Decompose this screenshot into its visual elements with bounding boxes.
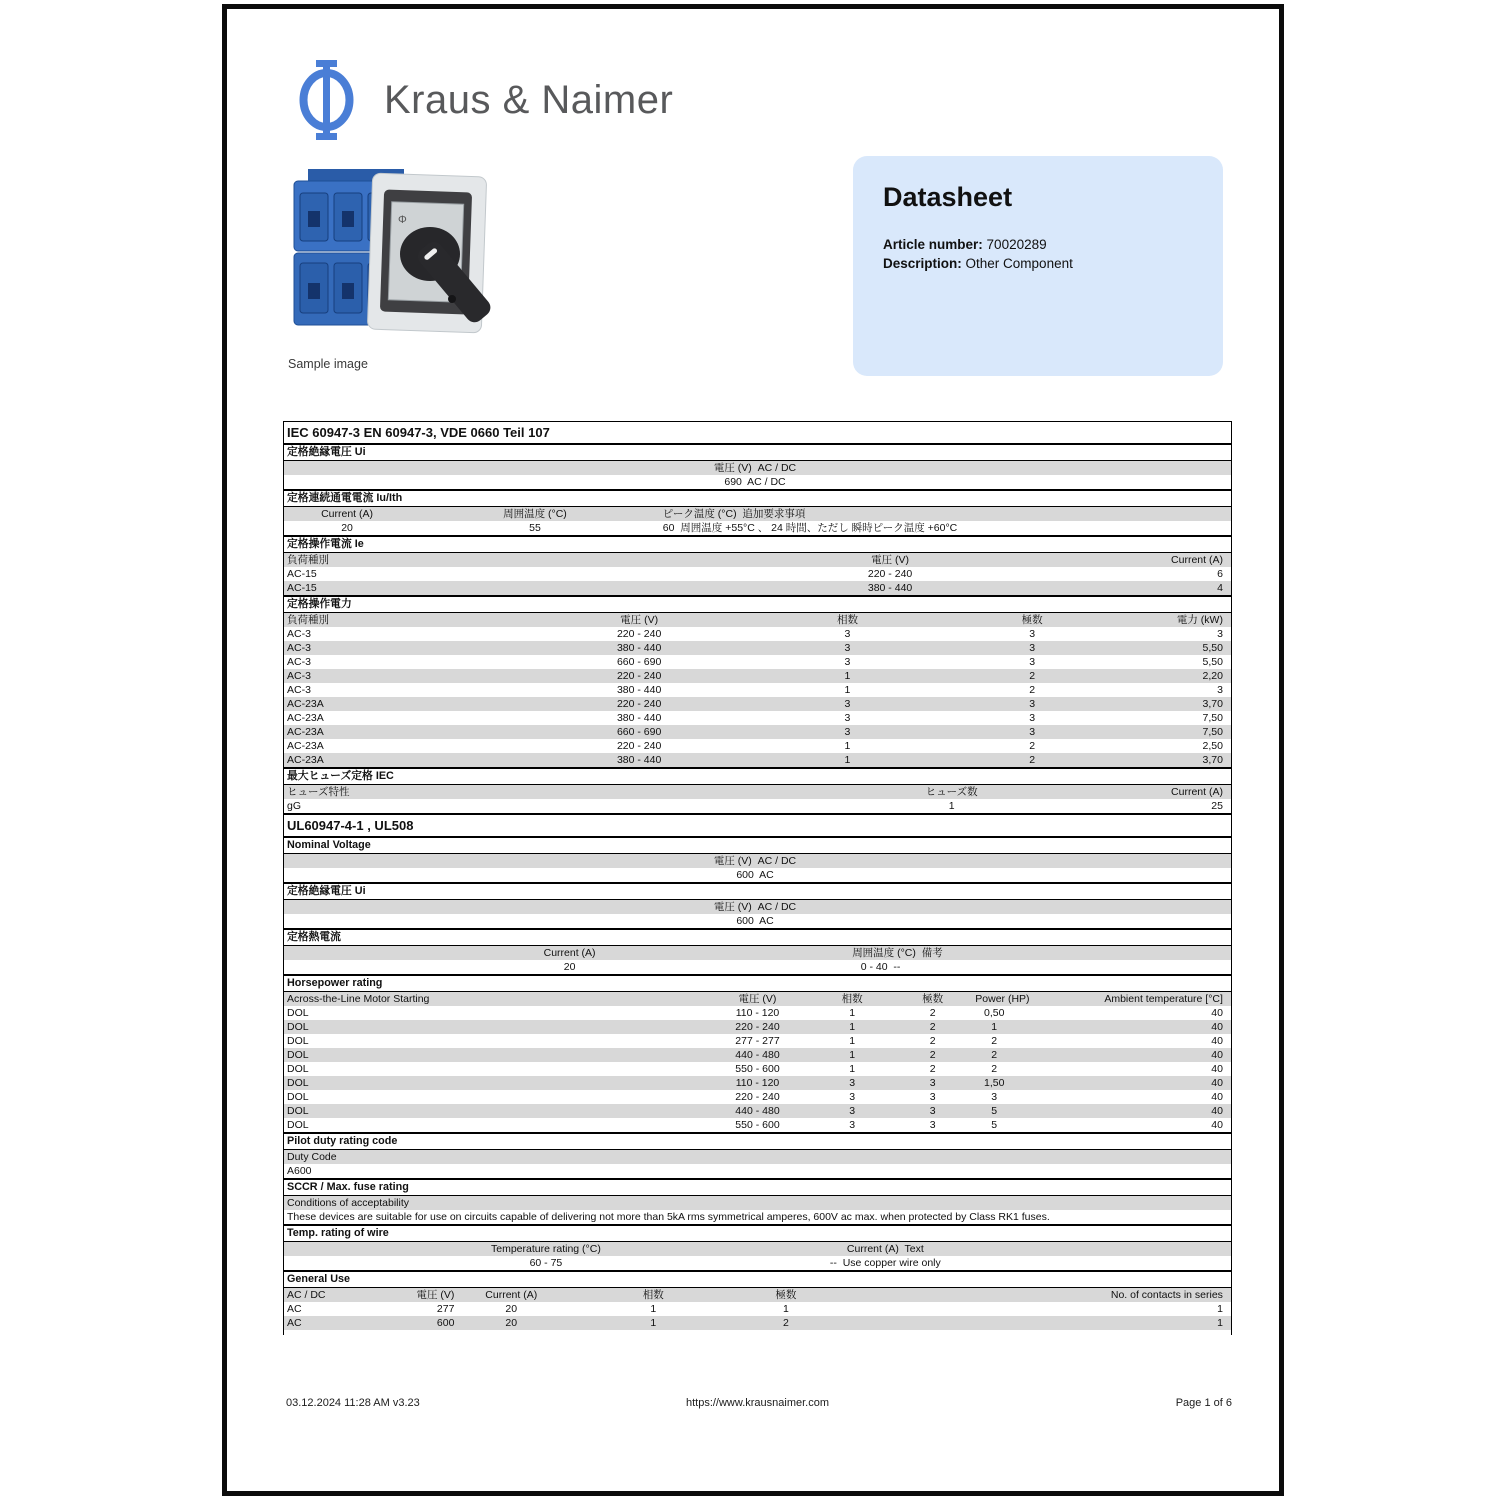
table-data-row: [284, 641, 1231, 655]
table-cell: 1: [844, 739, 851, 752]
table-cell: Current (A): [1171, 553, 1223, 566]
table-data-row: [284, 1256, 1231, 1270]
table-column-header-row: [284, 992, 1231, 1006]
table-cell: 2: [929, 1020, 936, 1033]
table-section-header-row: [284, 443, 1231, 461]
table-column-header-row: [284, 613, 1231, 627]
table-column-header-row: [284, 1288, 1231, 1302]
table-cell: DOL: [287, 1006, 309, 1019]
table-cell: 1: [849, 1034, 856, 1047]
table-cell: 3: [849, 1104, 856, 1117]
table-cell: 電圧 (V): [620, 613, 659, 626]
table-cell: Current (A): [1171, 785, 1223, 798]
table-cell: 相数: [836, 613, 858, 626]
table-cell: DOL: [287, 1076, 309, 1089]
table-cell: 3: [849, 1090, 856, 1103]
article-number-value: 70020289: [986, 237, 1047, 252]
footer-url: https://www.krausnaimer.com: [685, 1397, 830, 1409]
table-cell: 660 - 690: [616, 725, 662, 738]
table-section-header-row: [284, 595, 1231, 613]
table-cell: 極数: [922, 992, 944, 1005]
table-cell: AC-3: [287, 683, 311, 696]
table-cell: AC-23A: [287, 753, 324, 766]
table-cell: 220 - 240: [735, 1090, 780, 1103]
table-data-row: [284, 1118, 1231, 1132]
table-cell: 3: [849, 1118, 856, 1131]
table-cell: AC-3: [287, 669, 311, 682]
table-data-row: [284, 914, 1231, 928]
table-cell: Conditions of acceptability: [287, 1196, 409, 1209]
table-cell: AC / DC: [287, 1288, 326, 1301]
table-column-header-row: [284, 900, 1231, 914]
table-cell: 極数: [1021, 613, 1043, 626]
table-cell: 1: [782, 1302, 789, 1315]
table-cell: 1: [650, 1302, 657, 1315]
table-cell: 40: [1211, 1104, 1223, 1117]
table-data-row: [284, 1104, 1231, 1118]
table-cell: 5: [991, 1118, 998, 1131]
table-data-row: [284, 567, 1231, 581]
table-cell: Current (A) Text: [846, 1242, 924, 1255]
table-cell: Temp. rating of wire: [287, 1227, 389, 1239]
product-image: [278, 159, 493, 354]
table-cell: 40: [1211, 1090, 1223, 1103]
table-cell: 3: [1029, 627, 1036, 640]
table-cell: 380 - 440: [616, 641, 662, 654]
table-cell: 2,20: [1202, 669, 1223, 682]
datasheet-title: Datasheet: [883, 182, 1013, 212]
table-cell: 5,50: [1202, 655, 1223, 668]
table-cell: A600: [287, 1164, 312, 1177]
table-cell: 3: [1029, 697, 1036, 710]
table-data-row: [284, 1210, 1231, 1224]
table-data-row: [284, 725, 1231, 739]
table-data-row: [284, 1048, 1231, 1062]
table-cell: 2: [1029, 739, 1036, 752]
table-data-row: [284, 627, 1231, 641]
table-cell: AC-15: [287, 581, 317, 594]
table-cell: 負荷種別: [287, 553, 329, 566]
table-cell: 690 AC / DC: [724, 475, 786, 488]
table-data-row: [284, 960, 1231, 974]
table-cell: 40: [1211, 1076, 1223, 1089]
table-cell: 1: [991, 1020, 998, 1033]
table-cell: Horsepower rating: [287, 977, 383, 989]
table-cell: AC-3: [287, 627, 311, 640]
svg-text:Φ: Φ: [398, 214, 407, 226]
table-cell: 3: [929, 1076, 936, 1089]
table-data-row: [284, 739, 1231, 753]
table-cell: DOL: [287, 1034, 309, 1047]
table-cell: 1: [844, 669, 851, 682]
table-data-row: [284, 1164, 1231, 1178]
table-cell: 2: [991, 1048, 998, 1061]
table-cell: 220 - 240: [735, 1020, 780, 1033]
table-data-row: [284, 868, 1231, 882]
table-cell: 電圧 (V): [738, 992, 777, 1005]
description-line: [883, 254, 1193, 273]
table-cell: 1: [849, 1062, 856, 1075]
table-cell: 3: [844, 711, 851, 724]
table-cell: 40: [1211, 1048, 1223, 1061]
table-data-row: [284, 475, 1231, 489]
table-cell: Current (A): [485, 1288, 538, 1301]
table-column-header-row: [284, 1196, 1231, 1210]
table-cell: 2: [929, 1062, 936, 1075]
table-cell: 60 - 75: [529, 1256, 563, 1269]
table-cell: 20: [505, 1316, 518, 1329]
table-cell: 110 - 120: [735, 1076, 780, 1089]
brand-name: Kraus & Naimer: [384, 78, 674, 122]
table-cell: 3: [844, 627, 851, 640]
table-column-header-row: [284, 553, 1231, 567]
table-cell: -- Use copper wire only: [829, 1256, 941, 1269]
table-cell: DOL: [287, 1020, 309, 1033]
table-cell: Current (A): [543, 946, 596, 959]
table-cell: 2: [991, 1062, 998, 1075]
table-cell: AC: [287, 1302, 302, 1315]
description-value: Other Component: [965, 256, 1073, 271]
table-cell: AC: [287, 1316, 302, 1329]
table-section-header-row: [284, 767, 1231, 785]
table-cell: 600: [436, 1316, 455, 1329]
table-data-row: [284, 1020, 1231, 1034]
table-cell: 0,50: [983, 1006, 1005, 1019]
table-cell: 220 - 240: [616, 697, 662, 710]
table-cell: 定格絶縁電圧 Ui: [287, 446, 366, 458]
table-cell: DOL: [287, 1090, 309, 1103]
table-cell: 2: [929, 1006, 936, 1019]
table-data-row: [284, 1062, 1231, 1076]
table-cell: 7,50: [1202, 711, 1223, 724]
article-number-line: [883, 235, 1193, 254]
table-cell: 3: [844, 725, 851, 738]
table-cell: 1: [1217, 1316, 1223, 1329]
table-cell: 0 - 40 --: [860, 960, 901, 973]
table-cell: 440 - 480: [735, 1048, 780, 1061]
table-cell: 40: [1211, 1118, 1223, 1131]
table-data-row: [284, 1076, 1231, 1090]
table-cell: Nominal Voltage: [287, 839, 371, 851]
table-cell: 電圧 (V): [871, 553, 910, 566]
table-cell: 3: [929, 1118, 936, 1131]
table-column-header-row: [284, 854, 1231, 868]
table-cell: 380 - 440: [616, 753, 662, 766]
table-cell: SCCR / Max. fuse rating: [287, 1181, 409, 1193]
table-cell: AC-23A: [287, 697, 324, 710]
table-cell: 1: [844, 753, 851, 766]
table-cell: 2: [929, 1034, 936, 1047]
table-data-row: [284, 1316, 1231, 1330]
table-cell: DOL: [287, 1118, 309, 1131]
table-cell: 1: [844, 683, 851, 696]
table-cell: 1: [849, 1020, 856, 1033]
table-cell: 1: [948, 799, 955, 812]
table-cell: 負荷種別: [287, 613, 329, 626]
table-cell: AC-3: [287, 641, 311, 654]
table-column-header-row: [284, 1242, 1231, 1256]
table-section-header-row: [284, 1224, 1231, 1242]
table-cell: These devices are suitable for use on circuits capable of delivering not more than 5kA rms symmetrical amperes, 600V ac max. when protected by Class RK1 fuses.: [287, 1210, 1050, 1223]
table-cell: 3,70: [1202, 697, 1223, 710]
footer-page-number: Page 1 of 6: [1175, 1397, 1232, 1409]
table-cell: gG: [287, 799, 302, 812]
table-cell: 600 AC: [736, 914, 774, 927]
datasheet-page: [222, 4, 1284, 1496]
table-cell: 3: [991, 1090, 998, 1103]
table-cell: ヒューズ特性: [287, 785, 350, 798]
table-cell: 20: [563, 960, 576, 973]
table-cell: 3: [1217, 627, 1223, 640]
table-cell: DOL: [287, 1104, 309, 1117]
table-data-row: [284, 799, 1231, 813]
sample-image-caption: Sample image: [288, 357, 368, 371]
table-data-row: [284, 1302, 1231, 1316]
table-cell: AC-23A: [287, 739, 324, 752]
table-data-row: [284, 581, 1231, 595]
table-cell: 3: [929, 1090, 936, 1103]
table-cell: 1: [849, 1048, 856, 1061]
table-cell: Duty Code: [287, 1150, 337, 1163]
table-column-header-row: [284, 785, 1231, 799]
table-cell: 6: [1217, 567, 1223, 580]
table-cell: 55: [529, 521, 541, 534]
table-cell: 550 - 600: [735, 1062, 780, 1075]
table-cell: ヒューズ数: [925, 785, 978, 798]
table-cell: 5,50: [1202, 641, 1223, 654]
table-cell: 1: [650, 1316, 657, 1329]
table-cell: No. of contacts in series: [1110, 1288, 1223, 1301]
datasheet-infobox: [853, 156, 1223, 376]
table-cell: 277: [436, 1302, 455, 1315]
table-cell: 4: [1217, 581, 1223, 594]
table-cell: 110 - 120: [735, 1006, 780, 1019]
table-cell: 相数: [841, 992, 863, 1005]
table-data-row: [284, 753, 1231, 767]
table-cell: 定格操作電力: [287, 598, 352, 610]
table-section-header-row: [284, 1178, 1231, 1196]
table-data-row: [284, 669, 1231, 683]
table-cell: 電圧 (V): [416, 1288, 455, 1301]
table-data-row: [284, 1006, 1231, 1020]
table-cell: 周囲温度 (°C): [503, 507, 567, 520]
table-cell: 40: [1211, 1034, 1223, 1047]
table-cell: 20: [505, 1302, 518, 1315]
table-cell: 1: [849, 1006, 856, 1019]
table-cell: 定格絶縁電圧 Ui: [287, 885, 366, 897]
table-cell: General Use: [287, 1273, 351, 1285]
table-data-row: [284, 683, 1231, 697]
description-label: Description:: [883, 256, 962, 271]
table-cell: 277 - 277: [735, 1034, 780, 1047]
table-cell: 40: [1211, 1062, 1223, 1075]
table-cell: DOL: [287, 1048, 309, 1061]
table-cell: 電力 (kW): [1176, 613, 1223, 626]
table-main-header-row: [284, 813, 1231, 836]
table-cell: AC-3: [287, 655, 311, 668]
table-cell: 5: [991, 1104, 998, 1117]
footer-date-version: 03.12.2024 11:28 AM v3.23: [286, 1397, 420, 1409]
table-cell: Across-the-Line Motor Starting: [287, 992, 430, 1005]
table-cell: UL60947-4-1 , UL508: [287, 818, 414, 833]
table-cell: 600 AC: [736, 868, 774, 881]
table-cell: 220 - 240: [867, 567, 913, 580]
table-cell: 220 - 240: [616, 669, 662, 682]
spec-table: [283, 421, 1232, 1335]
table-cell: 25: [1211, 799, 1223, 812]
table-cell: 380 - 440: [616, 683, 662, 696]
table-section-header-row: [284, 928, 1231, 946]
table-cell: 7,50: [1202, 725, 1223, 738]
table-cell: 3: [849, 1076, 856, 1089]
table-data-row: [284, 521, 1231, 535]
table-cell: 3: [1217, 683, 1223, 696]
table-cell: 440 - 480: [735, 1104, 780, 1117]
table-cell: 220 - 240: [616, 739, 662, 752]
table-data-row: [284, 711, 1231, 725]
table-cell: 2: [929, 1048, 936, 1061]
table-cell: 3: [844, 641, 851, 654]
article-number-label: Article number:: [883, 237, 983, 252]
table-cell: 380 - 440: [867, 581, 913, 594]
table-section-header-row: [284, 489, 1231, 507]
table-cell: DOL: [287, 1062, 309, 1075]
table-section-header-row: [284, 836, 1231, 854]
table-cell: AC-23A: [287, 725, 324, 738]
table-cell: Power (HP): [975, 992, 1030, 1005]
table-cell: 2: [1029, 753, 1036, 766]
table-cell: 660 - 690: [616, 655, 662, 668]
table-cell: 極数: [775, 1288, 797, 1301]
table-cell: 3: [1029, 655, 1036, 668]
table-cell: Temperature rating (°C): [491, 1242, 601, 1255]
table-cell: 3: [844, 655, 851, 668]
table-cell: 定格操作電流 Ie: [287, 538, 364, 550]
table-cell: 3: [844, 697, 851, 710]
phi-logo-icon: [290, 57, 362, 143]
table-cell: 電圧 (V) AC / DC: [713, 461, 797, 474]
table-cell: 周囲温度 (°C) 備考: [852, 946, 943, 959]
table-cell: 20: [341, 521, 353, 534]
table-section-header-row: [284, 882, 1231, 900]
table-column-header-row: [284, 1150, 1231, 1164]
table-cell: 220 - 240: [616, 627, 662, 640]
table-data-row: [284, 655, 1231, 669]
table-cell: 電圧 (V) AC / DC: [713, 854, 797, 867]
table-cell: 3: [1029, 711, 1036, 724]
table-cell: 2: [782, 1316, 789, 1329]
table-cell: 1: [1217, 1302, 1223, 1315]
page-footer: [283, 1397, 1232, 1409]
table-cell: 3,70: [1202, 753, 1223, 766]
table-cell: 相数: [642, 1288, 664, 1301]
table-cell: 最大ヒューズ定格 IEC: [287, 770, 394, 782]
table-cell: IEC 60947-3 EN 60947-3, VDE 0660 Teil 107: [287, 425, 550, 440]
table-cell: 2: [1029, 669, 1036, 682]
table-cell: 40: [1211, 1006, 1223, 1019]
table-cell: Current (A): [321, 507, 374, 520]
table-cell: 380 - 440: [616, 711, 662, 724]
table-cell: 2: [991, 1034, 998, 1047]
table-section-header-row: [284, 1270, 1231, 1288]
table-cell: AC-15: [287, 567, 317, 580]
table-section-header-row: [284, 1132, 1231, 1150]
table-main-header-row: [284, 422, 1231, 443]
table-cell: 電圧 (V) AC / DC: [713, 900, 797, 913]
table-column-header-row: [284, 507, 1231, 521]
table-cell: 550 - 600: [735, 1118, 780, 1131]
table-cell: 3: [929, 1104, 936, 1117]
table-cell: 2,50: [1202, 739, 1223, 752]
table-cell: ピーク温度 (°C) 追加要求事項: [662, 507, 806, 520]
table-data-row: [284, 697, 1231, 711]
table-column-header-row: [284, 946, 1231, 960]
table-cell: 40: [1211, 1020, 1223, 1033]
table-cell: 定格連続通電電流 Iu/Ith: [287, 492, 403, 504]
table-cell: 定格熱電流: [287, 931, 341, 943]
table-cell: 2: [1029, 683, 1036, 696]
kraus-naimer-logo: [290, 57, 673, 143]
table-cell: AC-23A: [287, 711, 324, 724]
table-cell: 3: [1029, 641, 1036, 654]
table-section-header-row: [284, 974, 1231, 992]
table-cell: Ambient temperature [°C]: [1104, 992, 1223, 1005]
table-data-row: [284, 1090, 1231, 1104]
table-cell: 60 周囲温度 +55°C 、 24 時間、ただし 瞬時ピーク温度 +60°C: [662, 521, 958, 534]
table-data-row: [284, 1034, 1231, 1048]
table-cell: 1,50: [983, 1076, 1005, 1089]
table-cell: 3: [1029, 725, 1036, 738]
table-section-header-row: [284, 535, 1231, 553]
table-cell: Pilot duty rating code: [287, 1135, 398, 1147]
table-column-header-row: [284, 461, 1231, 475]
